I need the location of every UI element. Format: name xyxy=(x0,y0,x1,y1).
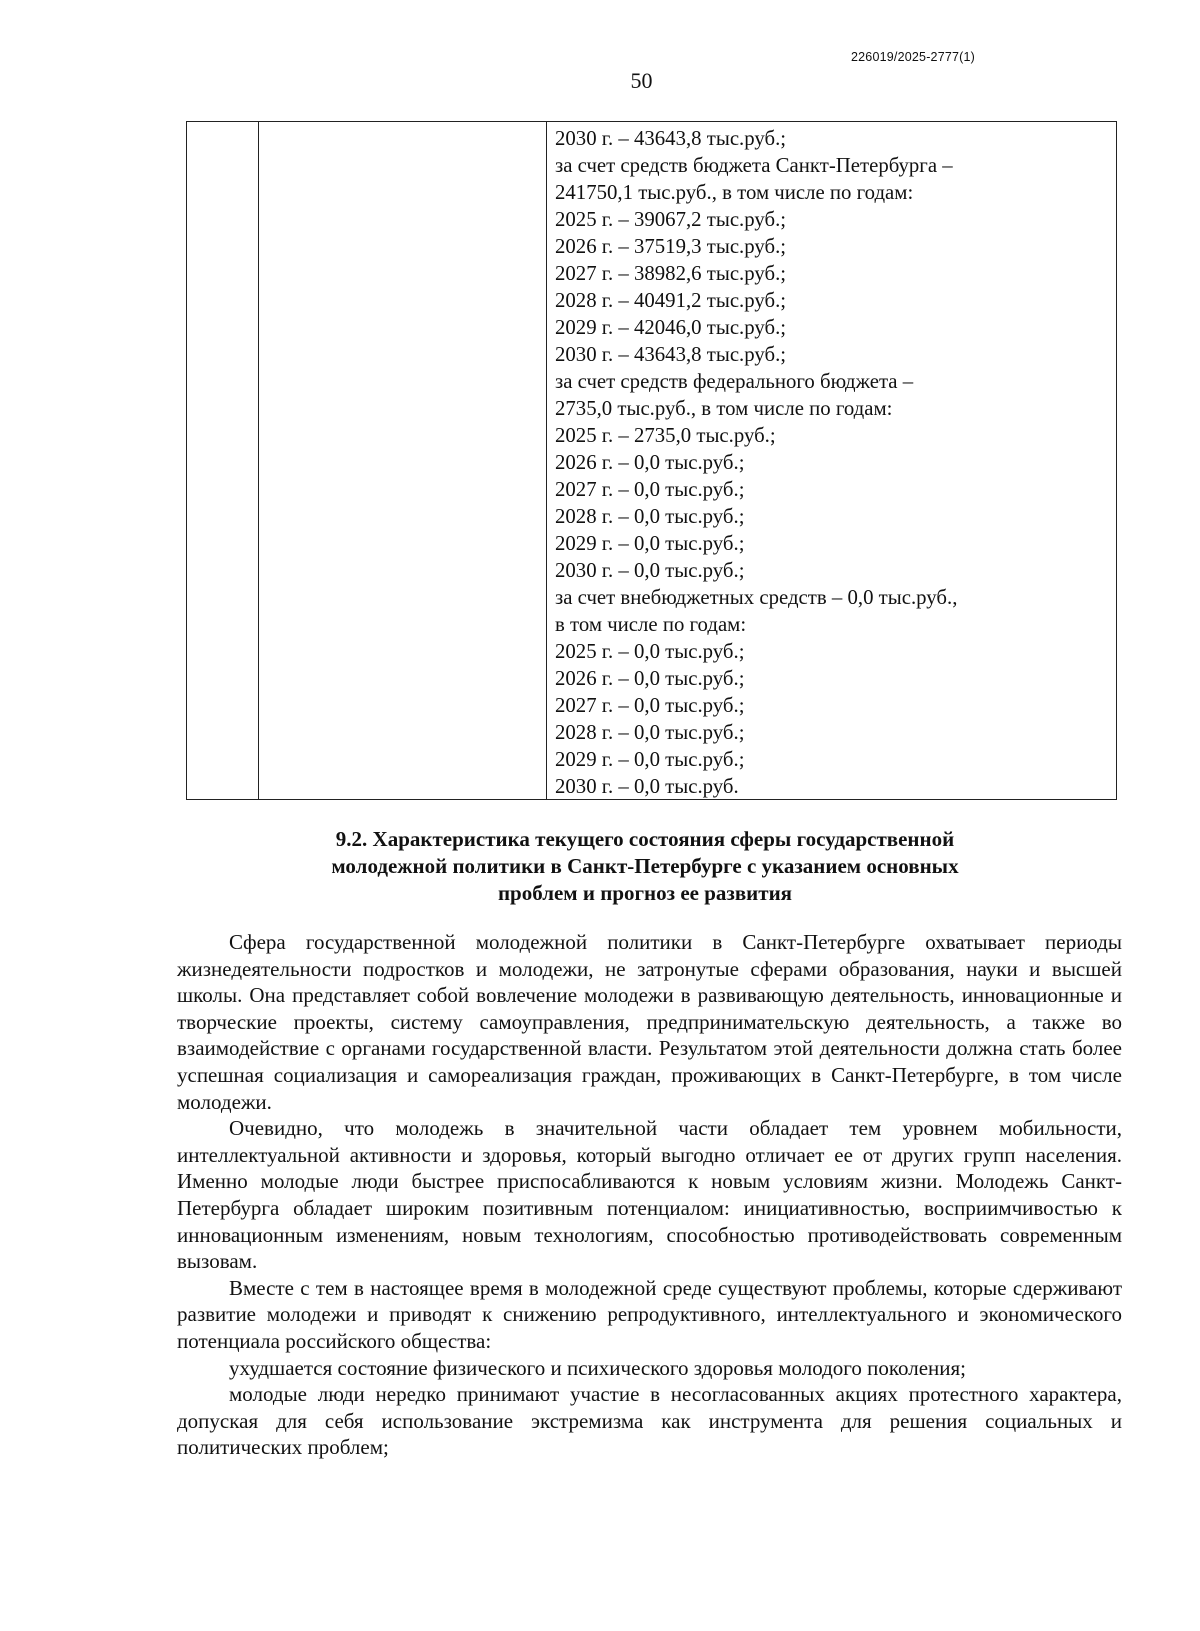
financing-line: 2030 г. – 43643,8 тыс.руб.; xyxy=(555,127,787,150)
financing-line: 2025 г. – 0,0 тыс.руб.; xyxy=(555,640,745,663)
financing-line: 2026 г. – 0,0 тыс.руб.; xyxy=(555,451,745,474)
financing-line: 2029 г. – 0,0 тыс.руб.; xyxy=(555,748,745,771)
financing-line: 2027 г. – 38982,6 тыс.руб.; xyxy=(555,262,787,285)
body-paragraph: Очевидно, что молодежь в значительной части обладает тем уровнем мобильности, интеллектуальной активности и здоровья, который выгодно отличает ее от других групп населения. Именно молодые люди быстрее приспосабливаются к новым условиям жизни. Молодежь Санкт-Петербурга обладает широким позитивным потенциалом: инициативностью, восприимчивостью к инновационным изменениям, новым технологиям, способностью противодействовать современным вызовам. xyxy=(177,1116,1122,1274)
section-heading-line: 9.2. Характеристика текущего состояния сферы государственной xyxy=(335,827,955,851)
financing-line: 2027 г. – 0,0 тыс.руб.; xyxy=(555,478,745,501)
financing-line: 2030 г. – 43643,8 тыс.руб.; xyxy=(555,343,787,366)
financing-line: 2029 г. – 42046,0 тыс.руб.; xyxy=(555,316,787,339)
financing-line: 2735,0 тыс.руб., в том числе по годам: xyxy=(555,397,893,420)
financing-line: 2025 г. – 39067,2 тыс.руб.; xyxy=(555,208,787,231)
section-heading xyxy=(240,826,1050,907)
financing-line: 2028 г. – 0,0 тыс.руб.; xyxy=(555,505,745,528)
financing-line: 2026 г. – 37519,3 тыс.руб.; xyxy=(555,235,787,258)
financing-line: 2030 г. – 0,0 тыс.руб. xyxy=(555,775,739,798)
document-registration-number: 226019/2025-2777(1) xyxy=(851,50,976,64)
financing-line: 2025 г. – 2735,0 тыс.руб.; xyxy=(555,424,776,447)
table-column-divider xyxy=(546,122,547,799)
body-list-item: молодые люди нередко принимают участие в несогласованных акциях протестного характера, допуская для себя использование экстремизма как инструмента для решения социальных и политических проблем; xyxy=(177,1382,1122,1460)
financing-lines-cell xyxy=(555,125,1110,800)
page-number: 50 xyxy=(630,68,653,93)
section-body xyxy=(177,929,1122,1461)
section-heading-line: молодежной политики в Санкт-Петербурге с указанием основных xyxy=(331,854,959,878)
financing-line: 2026 г. – 0,0 тыс.руб.; xyxy=(555,667,745,690)
table-column-divider xyxy=(258,122,259,799)
section-heading-line: проблем и прогноз ее развития xyxy=(497,881,793,905)
financing-line: 2028 г. – 40491,2 тыс.руб.; xyxy=(555,289,787,312)
financing-line: 2028 г. – 0,0 тыс.руб.; xyxy=(555,721,745,744)
body-list-item: ухудшается состояние физического и психического здоровья молодого поколения; xyxy=(229,1355,966,1380)
financing-table xyxy=(186,121,1117,800)
financing-line: за счет средств федерального бюджета – xyxy=(555,370,914,393)
financing-line: за счет внебюджетных средств – 0,0 тыс.руб., xyxy=(555,586,958,609)
financing-line: 2029 г. – 0,0 тыс.руб.; xyxy=(555,532,745,555)
body-paragraph: Сфера государственной молодежной политики в Санкт-Петербурге охватывает периоды жизнедеятельности подростков и молодежи, не затронутые сферами образования, науки и высшей школы. Она представляет собой вовлечение молодежи в развивающую деятельность, инновационные и творческие проекты, систему самоуправления, предпринимательскую деятельность, а также во взаимодействие с органами государственной власти. Результатом этой деятельности должна стать более успешная социализация и самореализация граждан, проживающих в Санкт-Петербурге, в том числе молодежи. xyxy=(177,930,1122,1114)
financing-line: за счет средств бюджета Санкт-Петербурга – xyxy=(555,154,953,177)
financing-line: 2027 г. – 0,0 тыс.руб.; xyxy=(555,694,745,717)
financing-line: 241750,1 тыс.руб., в том числе по годам: xyxy=(555,181,914,204)
body-paragraph: Вместе с тем в настоящее время в молодежной среде существуют проблемы, которые сдерживают развитие молодежи и приводят к снижению репродуктивного, интеллектуального и экономического потенциала российского общества: xyxy=(177,1275,1122,1353)
financing-line: 2030 г. – 0,0 тыс.руб.; xyxy=(555,559,745,582)
financing-line: в том числе по годам: xyxy=(555,613,747,636)
